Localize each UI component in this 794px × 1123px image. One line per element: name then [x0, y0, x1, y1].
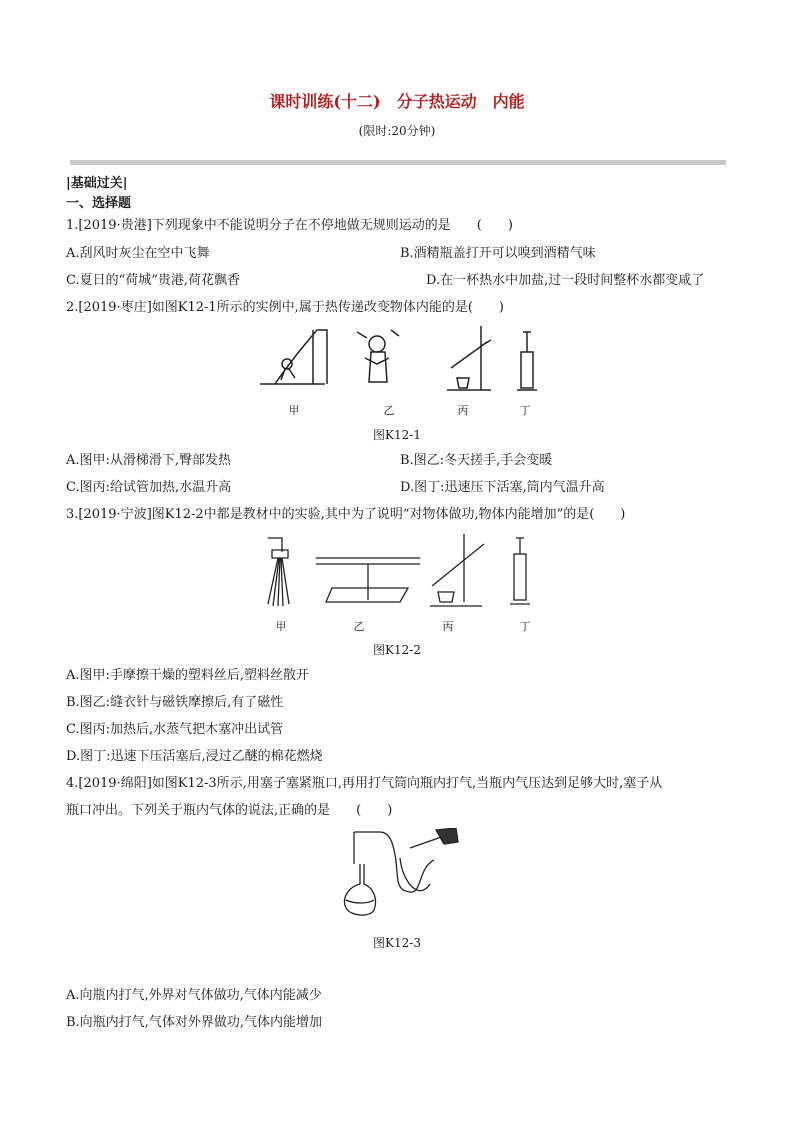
q2-panel-label-jia: 甲 — [288, 404, 300, 417]
page-title: 课时训练(十二) 分子热运动 内能 — [269, 92, 525, 111]
q4-stem-line-1: 4.[2019·绵阳]如图K12-3所示,用塞子塞紧瓶口,再用打气筒向瓶内打气,当瓶内气压达到足够大时,塞子从 — [66, 776, 663, 791]
q3-panel-label-jia: 甲 — [275, 620, 287, 633]
steam-cork-illustration — [430, 534, 484, 606]
q3-option-b: B.图乙:缝衣针与磁铁摩擦后,有了磁性 — [66, 695, 284, 710]
section-label: |基础过关| — [66, 176, 128, 191]
piston-cylinder-illustration — [517, 332, 537, 390]
q2-figure-caption: 图K12-1 — [373, 428, 421, 442]
q4-option-a: A.向瓶内打气,外界对气体做功,气体内能减少 — [66, 988, 322, 1003]
header-divider — [70, 160, 726, 165]
q2-panel-label-bing: 丙 — [457, 404, 469, 417]
q1-option-c: C.夏日的“荷城”贵港,荷花飘香 — [66, 273, 241, 288]
q3-panel-label-ding: 丁 — [519, 620, 531, 633]
q2-option-a: A.图甲:从滑梯滑下,臀部发热 — [66, 453, 232, 468]
q3-panel-label-bing: 丙 — [442, 620, 454, 633]
compression-tube-illustration — [510, 538, 530, 604]
hand-rubbing-illustration — [357, 330, 399, 382]
q2-option-c: C.图丙:给试管加热,水温升高 — [66, 480, 232, 495]
q3-stem: 3.[2019·宁波]图K12-2中都是教材中的实验,其中为了说明“对物体做功,物体内能增加”的是( ) — [66, 507, 626, 522]
flask-pump-illustration — [345, 828, 458, 915]
slide-illustration — [260, 330, 327, 384]
q3-option-c: C.图丙:加热后,水蒸气把木塞冲出试管 — [66, 722, 284, 737]
q2-option-b: B.图乙:冬天搓手,手会变暖 — [400, 453, 553, 468]
q2-panel-label-yi: 乙 — [383, 404, 395, 417]
figure-k12-3 — [340, 828, 460, 920]
plastic-strands-illustration — [268, 538, 289, 606]
q2-panel-label-ding: 丁 — [519, 404, 531, 417]
q2-stem: 2.[2019·枣庄]如图K12-1所示的实例中,属于热传递改变物体内能的是( ) — [66, 300, 504, 315]
q3-option-a: A.图甲:手摩擦干燥的塑料丝后,塑料丝散开 — [66, 668, 310, 683]
time-limit: (限时:20分钟) — [358, 124, 436, 138]
test-tube-heating-illustration — [447, 326, 491, 390]
q3-figure-caption: 图K12-2 — [373, 643, 421, 657]
q1-option-a: A.刮风时灰尘在空中飞舞 — [66, 246, 210, 261]
q2-option-d: D.图丁:迅速压下活塞,筒内气温升高 — [400, 480, 605, 495]
q1-stem: 1.[2019·贵港]下列现象中不能说明分子在不停地做无规则运动的是 ( ) — [66, 218, 513, 233]
q3-panel-label-yi: 乙 — [353, 620, 365, 633]
q4-figure-caption: 图K12-3 — [373, 936, 421, 950]
q1-option-d: D.在一杯热水中加盐,过一段时间整杯水都变咸了 — [426, 273, 705, 288]
figure-k12-1 — [255, 322, 555, 400]
q4-stem-line-2: 瓶口冲出。下列关于瓶内气体的说法,正确的是 ( ) — [66, 803, 393, 818]
q1-option-b: B.酒精瓶盖打开可以嗅到酒精气味 — [400, 246, 596, 261]
q4-option-b: B.向瓶内打气,气体对外界做功,气体内能增加 — [66, 1015, 322, 1030]
q3-option-d: D.图丁:迅速下压活塞后,浸过乙醚的棉花燃烧 — [66, 749, 323, 764]
needle-magnet-illustration — [316, 558, 420, 602]
figure-k12-2 — [258, 530, 548, 612]
section-heading: 一、选择题 — [66, 196, 132, 211]
